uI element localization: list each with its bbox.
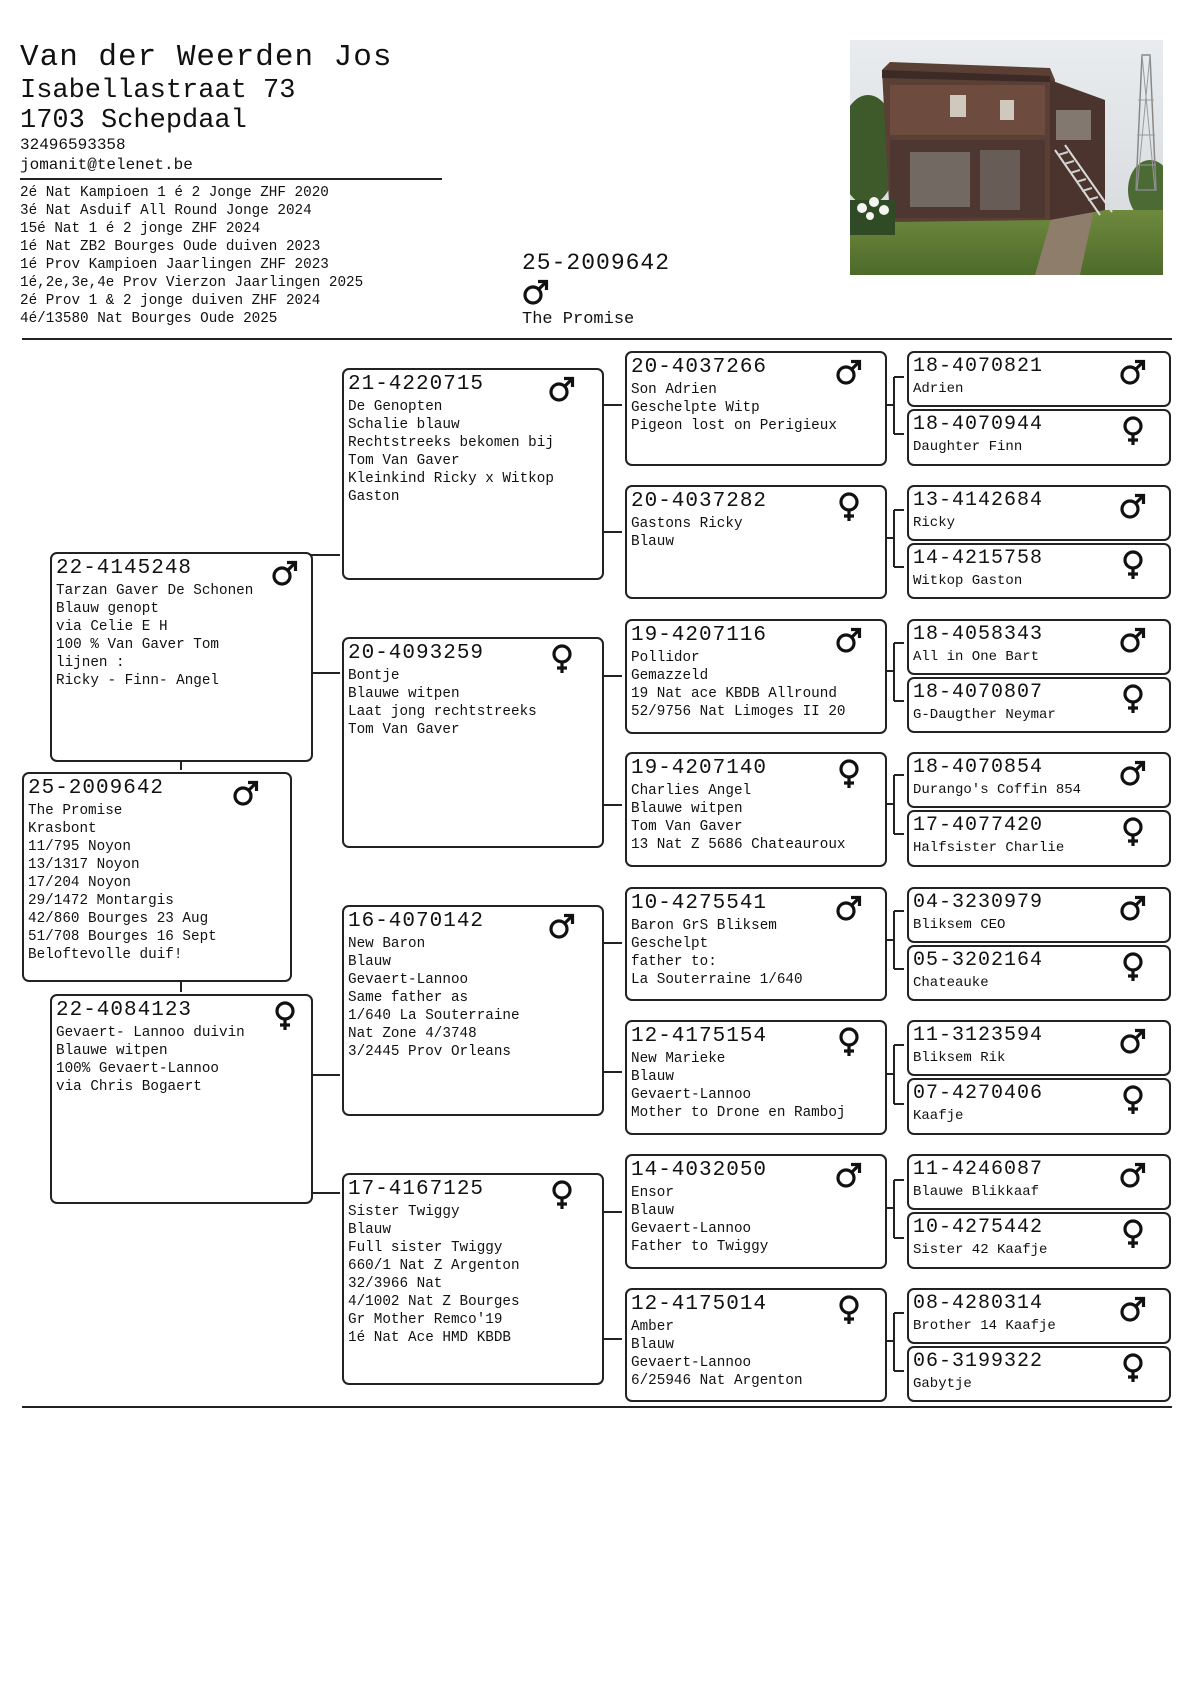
- pigeon-notes: All in One Bart: [913, 649, 1040, 665]
- female-icon: [835, 1295, 863, 1330]
- male-icon: [232, 779, 260, 812]
- ring-number: 21-4220715: [348, 373, 485, 396]
- pedigree-card-gen4[interactable]: [907, 677, 1171, 733]
- ring-number: 12-4175014: [631, 1293, 768, 1316]
- female-icon: [1119, 817, 1147, 852]
- ring-number: 18-4070854: [913, 756, 1044, 779]
- female-icon: [1119, 1353, 1147, 1388]
- male-icon: [1119, 358, 1147, 391]
- male-icon: [271, 559, 299, 592]
- pigeon-notes: Gastons Ricky Blauw: [631, 516, 743, 550]
- ring-number: 12-4175154: [631, 1025, 768, 1048]
- female-icon: [548, 1180, 576, 1215]
- male-icon: [835, 1161, 863, 1194]
- pigeon-notes: Adrien: [913, 381, 964, 397]
- pigeon-notes: Ensor Blauw Gevaert-Lannoo Father to Twiggy: [631, 1185, 769, 1255]
- ring-number: 16-4070142: [348, 910, 485, 933]
- pigeon-notes: Chateauke: [913, 975, 989, 991]
- ring-number: 11-3123594: [913, 1024, 1044, 1047]
- ring-number: 20-4037266: [631, 356, 768, 379]
- pedigree-card-gen4[interactable]: [907, 351, 1171, 407]
- pedigree-card-gen4[interactable]: [907, 543, 1171, 599]
- male-icon: [1119, 894, 1147, 927]
- achievement-item: 3é Nat Asduif All Round Jonge 2024: [20, 203, 312, 219]
- ring-number: 10-4275541: [631, 892, 768, 915]
- pedigree-card-sire[interactable]: [50, 552, 313, 762]
- pigeon-notes: Bliksem Rik: [913, 1050, 1006, 1066]
- ring-number: 18-4070821: [913, 355, 1044, 378]
- pedigree-top-divider: [22, 338, 1172, 340]
- pedigree-card-subject[interactable]: [22, 772, 292, 982]
- pigeon-notes: G-Daugther Neymar: [913, 707, 1056, 723]
- pedigree-card-gen4[interactable]: [907, 1020, 1171, 1076]
- pedigree-card-dam[interactable]: [50, 994, 313, 1204]
- pedigree-card-gen2[interactable]: [342, 905, 604, 1116]
- pedigree-card-gen3[interactable]: [625, 619, 887, 734]
- pedigree-card-gen4[interactable]: [907, 1346, 1171, 1402]
- pigeon-notes: Charlies Angel Blauwe witpen Tom Van Gaver 13 Nat Z 5686 Chateauroux: [631, 783, 846, 853]
- pigeon-notes: Baron GrS Bliksem Geschelpt father to: La Souterraine 1/640: [631, 918, 803, 988]
- ring-number: 04-3230979: [913, 891, 1044, 914]
- ring-number: 11-4246087: [913, 1158, 1044, 1181]
- male-icon: [1119, 1295, 1147, 1328]
- ring-number: 25-2009642: [28, 777, 165, 800]
- male-icon: [835, 894, 863, 927]
- pigeon-notes: Kaafje: [913, 1108, 964, 1124]
- female-icon: [1119, 684, 1147, 719]
- male-icon: [835, 358, 863, 391]
- pedigree-card-gen3[interactable]: [625, 887, 887, 1001]
- pigeon-notes: Gabytje: [913, 1376, 972, 1392]
- pedigree-card-gen2[interactable]: [342, 637, 604, 848]
- female-icon: [1119, 1085, 1147, 1120]
- pedigree-card-gen4[interactable]: [907, 887, 1171, 943]
- achievement-item: 2é Prov 1 & 2 jonge duiven ZHF 2024: [20, 293, 321, 309]
- male-icon: [1119, 759, 1147, 792]
- ring-number: 08-4280314: [913, 1292, 1044, 1315]
- pedigree-card-gen3[interactable]: [625, 752, 887, 867]
- subject-ring-number: 25-2009642: [522, 250, 671, 276]
- ring-number: 18-4070944: [913, 413, 1044, 436]
- pedigree-card-gen4[interactable]: [907, 1288, 1171, 1344]
- male-icon: [1119, 626, 1147, 659]
- ring-number: 14-4215758: [913, 547, 1044, 570]
- pedigree-card-gen3[interactable]: [625, 1154, 887, 1269]
- ring-number: 22-4145248: [56, 557, 193, 580]
- pigeon-notes: Halfsister Charlie: [913, 840, 1065, 856]
- owner-name: Van der Weerden Jos: [20, 40, 393, 75]
- pedigree-card-gen4[interactable]: [907, 619, 1171, 675]
- pigeon-notes: The Promise Krasbont 11/795 Noyon 13/1317 Noyon 17/204 Noyon 29/1472 Montargis 42/860 Bourges 23 Aug 51/708 Bourges 16 Sept Beloftevolle duif!: [28, 803, 217, 963]
- pigeon-notes: Sister 42 Kaafje: [913, 1242, 1048, 1258]
- pigeon-notes: New Marieke Blauw Gevaert-Lannoo Mother to Drone en Ramboj: [631, 1051, 846, 1121]
- owner-email[interactable]: jomanit@telenet.be: [20, 156, 193, 174]
- pedigree-card-gen4[interactable]: [907, 752, 1171, 808]
- header-divider: [20, 178, 442, 180]
- ring-number: 13-4142684: [913, 489, 1044, 512]
- pigeon-notes: De Genopten Schalie blauw Rechtstreeks bekomen bij Tom Van Gaver Kleinkind Ricky x Witkop Gaston: [348, 399, 554, 505]
- male-icon: [522, 278, 550, 311]
- achievement-item: 4é/13580 Nat Bourges Oude 2025: [20, 311, 278, 327]
- pigeon-notes: Gevaert- Lannoo duivin Blauwe witpen 100% Gevaert-Lannoo via Chris Bogaert: [56, 1025, 245, 1095]
- pigeon-notes: Bontje Blauwe witpen Laat jong rechtstreeks Tom Van Gaver: [348, 668, 537, 738]
- ring-number: 17-4167125: [348, 1178, 485, 1201]
- pedigree-card-gen3[interactable]: [625, 351, 887, 466]
- ring-number: 05-3202164: [913, 949, 1044, 972]
- female-icon: [1119, 1219, 1147, 1254]
- ring-number: 22-4084123: [56, 999, 193, 1022]
- ring-number: 19-4207140: [631, 757, 768, 780]
- pedigree-card-gen3[interactable]: [625, 1020, 887, 1135]
- ring-number: 18-4058343: [913, 623, 1044, 646]
- ring-number: 20-4093259: [348, 642, 485, 665]
- pedigree-card-gen3[interactable]: [625, 485, 887, 599]
- pedigree-card-gen4[interactable]: [907, 409, 1171, 466]
- pedigree-card-gen4[interactable]: [907, 945, 1171, 1001]
- pigeon-notes: Witkop Gaston: [913, 573, 1023, 589]
- pigeon-notes: Daughter Finn: [913, 439, 1023, 455]
- ring-number: 10-4275442: [913, 1216, 1044, 1239]
- owner-phone: 32496593358: [20, 136, 126, 154]
- female-icon: [548, 644, 576, 679]
- pigeon-notes: Bliksem CEO: [913, 917, 1006, 933]
- pedigree-card-gen2[interactable]: [342, 368, 604, 580]
- ring-number: 19-4207116: [631, 624, 768, 647]
- pigeon-notes: Tarzan Gaver De Schonen Blauw genopt via Celie E H 100 % Van Gaver Tom lijnen : Ricky - Finn- Angel: [56, 583, 254, 689]
- pigeon-notes: Sister Twiggy Blauw Full sister Twiggy 660/1 Nat Z Argenton 32/3966 Nat 4/1002 Nat Z Bourges Gr Mother Remco'19 1é Nat Ace HMD KBDB: [348, 1204, 520, 1346]
- achievement-item: 1é Prov Kampioen Jaarlingen ZHF 2023: [20, 257, 329, 273]
- pedigree-card-gen2[interactable]: [342, 1173, 604, 1385]
- pigeon-notes: Pollidor Gemazzeld 19 Nat ace KBDB Allround 52/9756 Nat Limoges II 20: [631, 650, 846, 720]
- male-icon: [548, 912, 576, 945]
- pigeon-notes: Amber Blauw Gevaert-Lannoo 6/25946 Nat Argenton: [631, 1319, 803, 1389]
- achievement-item: 15é Nat 1 é 2 jonge ZHF 2024: [20, 221, 261, 237]
- pedigree-card-gen4[interactable]: [907, 810, 1171, 867]
- pedigree-card-gen4[interactable]: [907, 1154, 1171, 1210]
- pedigree-card-gen4[interactable]: [907, 485, 1171, 541]
- pedigree-bottom-divider: [22, 1406, 1172, 1408]
- subject-name: The Promise: [522, 310, 635, 329]
- female-icon: [271, 1001, 299, 1036]
- ring-number: 14-4032050: [631, 1159, 768, 1182]
- pedigree-card-gen4[interactable]: [907, 1078, 1171, 1135]
- pigeon-notes: Durango's Coffin 854: [913, 782, 1082, 798]
- pigeon-notes: Ricky: [913, 515, 956, 531]
- pedigree-card-gen3[interactable]: [625, 1288, 887, 1402]
- ring-number: 18-4070807: [913, 681, 1044, 704]
- pigeon-notes: New Baron Blauw Gevaert-Lannoo Same father as 1/640 La Souterraine Nat Zone 4/3748 3/2445 Prov Orleans: [348, 936, 520, 1060]
- achievement-item: 1é Nat ZB2 Bourges Oude duiven 2023: [20, 239, 321, 255]
- achievement-item: 1é,2e,3e,4e Prov Vierzon Jaarlingen 2025: [20, 275, 364, 291]
- male-icon: [1119, 1027, 1147, 1060]
- female-icon: [1119, 550, 1147, 585]
- male-icon: [1119, 492, 1147, 525]
- loft-photo: [850, 40, 1163, 275]
- female-icon: [1119, 952, 1147, 987]
- pigeon-notes: Brother 14 Kaafje: [913, 1318, 1056, 1334]
- owner-street: Isabellastraat 73: [20, 76, 296, 106]
- ring-number: 07-4270406: [913, 1082, 1044, 1105]
- ring-number: 20-4037282: [631, 490, 768, 513]
- ring-number: 17-4077420: [913, 814, 1044, 837]
- female-icon: [835, 492, 863, 527]
- pigeon-notes: Son Adrien Geschelpte Witp Pigeon lost on Perigieux: [631, 382, 837, 434]
- pedigree-card-gen4[interactable]: [907, 1212, 1171, 1269]
- female-icon: [1119, 416, 1147, 451]
- pigeon-notes: Blauwe Blikkaaf: [913, 1184, 1040, 1200]
- owner-city: 1703 Schepdaal: [20, 106, 247, 136]
- achievement-item: 2é Nat Kampioen 1 é 2 Jonge ZHF 2020: [20, 185, 329, 201]
- ring-number: 06-3199322: [913, 1350, 1044, 1373]
- achievements-list: [20, 184, 363, 328]
- male-icon: [1119, 1161, 1147, 1194]
